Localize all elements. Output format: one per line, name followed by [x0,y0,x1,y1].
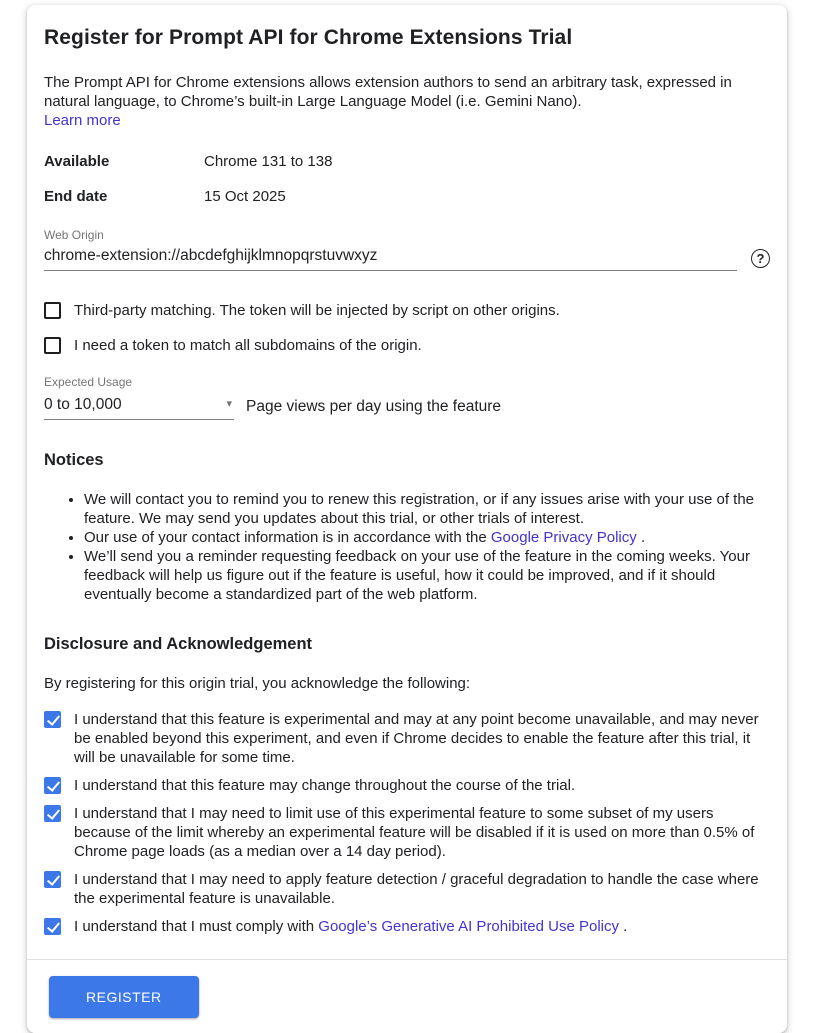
trial-description-block [44,73,770,130]
ack-row-feature-detection [44,870,770,908]
ack-experimental-checkbox[interactable] [44,711,61,728]
notice-text: Our use of your contact information is in accordance with the [84,529,491,546]
end-date-value: 15 Oct 2025 [204,188,286,205]
end-date-row [44,187,770,206]
third-party-matching-checkbox[interactable] [44,302,61,319]
registration-card [27,5,787,1033]
notice-item [84,490,770,528]
ack-usage-limit-checkbox[interactable] [44,805,61,822]
page-title: Register for Prompt API for Chrome Extensions Trial [44,26,573,49]
ack-row-experimental [44,710,770,767]
acknowledgement-list [44,710,770,936]
web-origin-label: Web Origin [44,228,104,242]
web-origin-input[interactable] [44,245,737,271]
third-party-matching-row [44,301,770,320]
genai-policy-link[interactable]: Google’s Generative AI Prohibited Use Policy [318,918,619,935]
notice-text: . [636,529,646,546]
expected-usage-row [44,393,770,420]
ack-row-usage-limit [44,804,770,861]
ack-may-change-checkbox[interactable] [44,777,61,794]
ack-experimental-label: I understand that this feature is experimental and may at any point become unavailable, and may never be enabled beyond this experiment, and even if Chrome decides to enable the feature after this trial, it will be unavailable for some time. [74,711,759,766]
available-row [44,152,770,171]
web-origin-input-row [44,245,770,271]
third-party-matching-label: Third-party matching. The token will be injected by script on other origins. [74,302,560,319]
end-date-label: End date [44,188,108,205]
notice-text: We’ll send you a reminder requesting feedback on your use of the feature in the coming weeks. Your feedback will help us figure out if the feature is useful, how it could be improved, and if it should eventually become a standardized part of the web platform. [84,548,750,603]
notices-list [44,490,770,604]
ack-row-may-change [44,776,770,795]
web-origin-field [44,228,770,271]
ack-genai-policy-label [74,917,770,936]
notices-heading: Notices [44,451,104,469]
subdomain-matching-label: I need a token to match all subdomains of the origin. [74,337,422,354]
registration-form [27,5,787,959]
ack-genai-policy-checkbox[interactable] [44,918,61,935]
disclosure-intro: By registering for this origin trial, you acknowledge the following: [44,675,471,692]
notice-item [84,528,770,547]
card-footer [27,960,787,1033]
notice-item [84,547,770,604]
ack-may-change-label: I understand that this feature may change throughout the course of the trial. [74,777,576,794]
expected-usage-field [44,375,770,420]
disclosure-heading: Disclosure and Acknowledgement [44,635,313,653]
notice-text: We will contact you to remind you to renew this registration, or if any issues arise with your use of the feature. We may send you updates about this trial, or other trials of interest. [84,491,755,527]
ack-row-genai-policy [44,917,770,936]
expected-usage-value: 0 to 10,000 [44,396,122,413]
expected-usage-hint: Page views per day using the feature [246,398,502,415]
register-button[interactable]: REGISTER [49,976,199,1018]
subdomain-matching-row [44,336,770,355]
help-icon[interactable]: ? [751,249,770,268]
available-value: Chrome 131 to 138 [204,153,333,170]
ack-feature-detection-label: I understand that I may need to apply feature detection / graceful degradation to handle the case where the experimental feature is unavailable. [74,871,759,907]
subdomain-matching-checkbox[interactable] [44,337,61,354]
privacy-policy-link[interactable]: Google Privacy Policy [490,529,637,546]
expected-usage-select[interactable] [44,393,234,420]
expected-usage-label: Expected Usage [44,375,133,389]
learn-more-link[interactable]: Learn more [44,112,121,129]
available-label: Available [44,153,110,170]
ack-usage-limit-label: I understand that I may need to limit use of this experimental feature to some subset of my users because of the limit whereby an experimental feature will be disabled if it is used on more than 0.5% of Chrome page loads (as a median over a 14 day period). [74,805,755,860]
chevron-down-icon: ▾ [226,398,232,410]
ack-feature-detection-checkbox[interactable] [44,871,61,888]
ack-genai-policy-text: I understand that I must comply with [74,918,319,935]
trial-description: The Prompt API for Chrome extensions allows extension authors to send an arbitrary task, expressed in natural language, to Chrome’s built-in Large Language Model (i.e. Gemini Nano). [44,74,732,110]
token-options [44,301,770,355]
ack-genai-policy-text: . [619,918,628,935]
